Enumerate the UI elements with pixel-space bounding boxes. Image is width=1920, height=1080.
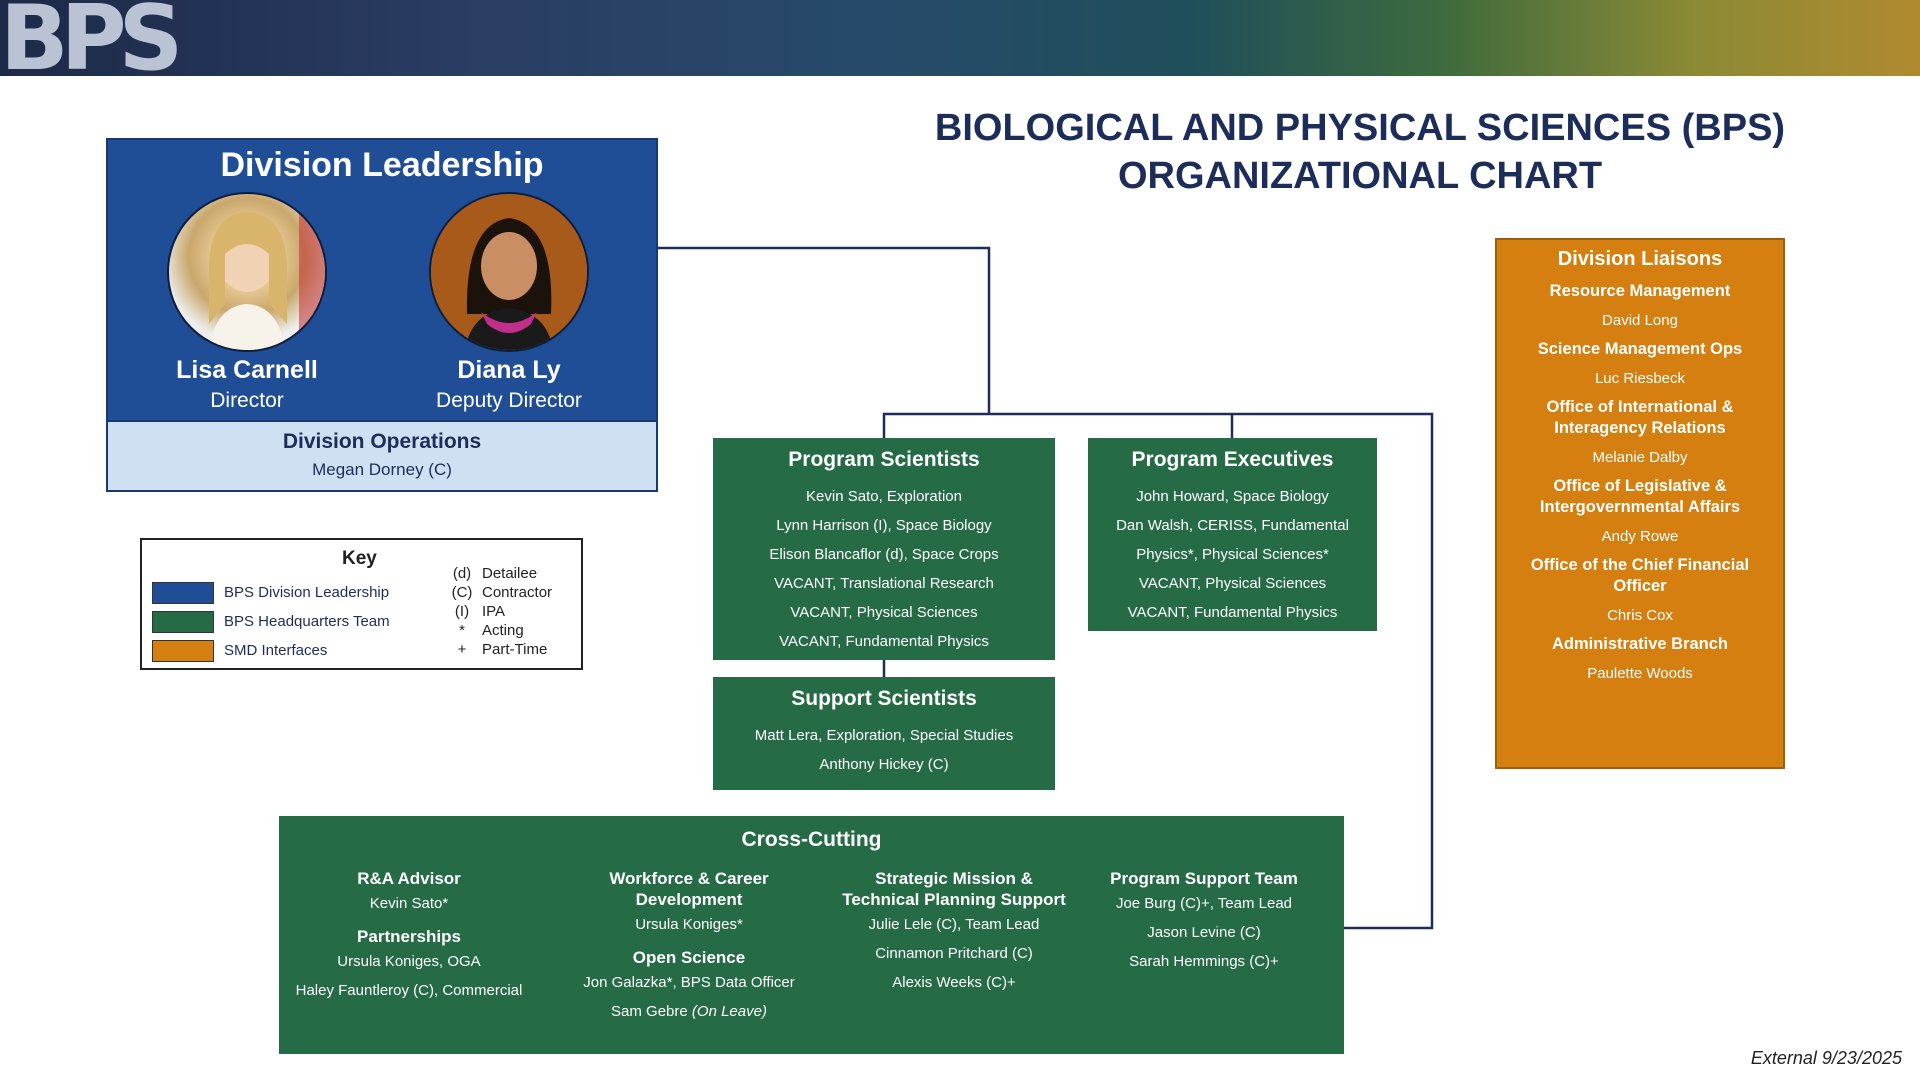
on-leave-name: Sam Gebre xyxy=(611,1003,692,1020)
abbr-ipa: (I) IPA xyxy=(454,603,506,620)
cross-col-1 xyxy=(289,868,529,1005)
ra-advisor-heading: R&A Advisor xyxy=(357,869,461,888)
bps-logo: BPS xyxy=(0,0,176,91)
abbr-acting: * Acting xyxy=(459,622,524,639)
liaison-heading: Administrative Branch xyxy=(1551,635,1729,653)
list-item: Elison Blancaflor (d), Space Crops xyxy=(769,546,999,563)
strategic-heading-line1: Strategic Mission & xyxy=(875,869,1033,888)
abbr-part-time: + Part-Time xyxy=(457,641,548,658)
cross-cutting-title: Cross-Cutting xyxy=(741,828,882,851)
program-executives-title: Program Executives xyxy=(1131,448,1334,471)
list-item: Dan Walsh, CERISS, Fundamental xyxy=(1116,517,1349,534)
open-science-heading: Open Science xyxy=(632,948,746,967)
cross-col-2 xyxy=(569,868,809,1026)
deputy-director-name: Diana Ly xyxy=(457,356,561,384)
key-title: Key xyxy=(342,548,377,569)
division-liaisons-title: Division Liaisons xyxy=(1557,248,1723,270)
list-item: VACANT, Physical Sciences xyxy=(1138,575,1327,592)
list-item: Julie Lele (C), Team Lead xyxy=(868,916,1040,933)
strategic-heading-line2: Technical Planning Support xyxy=(842,890,1066,909)
list-item: Sarah Hemmings (C)+ xyxy=(1129,953,1279,970)
key-swatch-orange xyxy=(152,640,214,662)
list-item: Kevin Sato, Exploration xyxy=(806,488,962,505)
connector-leader-to-team xyxy=(658,248,989,414)
list-item: VACANT, Physical Sciences xyxy=(790,604,978,621)
list-item: Kevin Sato* xyxy=(369,895,449,912)
legend-key xyxy=(140,538,583,670)
director-portrait-image xyxy=(169,194,325,350)
key-item-leadership xyxy=(152,582,389,604)
key-item-smd xyxy=(152,640,327,662)
liaison-name: David Long xyxy=(1602,312,1678,329)
key-label-leadership: BPS Division Leadership xyxy=(224,583,390,601)
list-item: Anthony Hickey (C) xyxy=(819,756,949,773)
support-scientists-title: Support Scientists xyxy=(791,687,977,710)
division-leadership-box xyxy=(106,138,658,422)
division-operations-title: Division Operations xyxy=(282,430,482,453)
program-executives-box xyxy=(1088,438,1377,631)
list-item: Haley Fauntleroy (C), Commercial xyxy=(295,982,523,999)
support-scientists-box xyxy=(713,677,1055,790)
cross-cutting-box xyxy=(279,816,1344,1054)
on-leave-note: (On Leave) xyxy=(691,1003,767,1020)
program-scientists-title: Program Scientists xyxy=(788,448,980,471)
list-item xyxy=(569,997,809,1026)
key-label-hq-team: BPS Headquarters Team xyxy=(224,612,390,630)
director-photo xyxy=(167,192,327,352)
program-scientists-box xyxy=(713,438,1055,660)
list-item: Jon Galazka*, BPS Data Officer xyxy=(583,974,795,991)
liaison-name: Paulette Woods xyxy=(1587,665,1693,682)
division-liaisons-box xyxy=(1495,238,1785,769)
program-executives-list xyxy=(1088,482,1377,627)
liaison-name: Melanie Dalby xyxy=(1592,449,1688,466)
key-swatch-green xyxy=(152,611,214,633)
division-operations-name: Megan Dorney (C) xyxy=(312,460,452,479)
liaison-name: Chris Cox xyxy=(1607,607,1673,624)
program-scientists-list xyxy=(713,482,1055,656)
list-item: Cinnamon Pritchard (C) xyxy=(875,945,1033,962)
division-leadership-title: Division Leadership xyxy=(220,146,544,184)
partnerships-heading: Partnerships xyxy=(357,927,461,946)
list-item: Joe Burg (C)+, Team Lead xyxy=(1115,895,1293,912)
liaison-heading: Office of the Chief Financial Officer xyxy=(1530,556,1750,595)
liaison-name: Andy Rowe xyxy=(1601,528,1679,545)
support-scientists-list xyxy=(713,721,1055,779)
key-swatch-blue xyxy=(152,582,214,604)
list-item: Lynn Harrison (I), Space Biology xyxy=(776,517,992,534)
list-item: Ursula Koniges, OGA xyxy=(337,953,481,970)
list-item: Matt Lera, Exploration, Special Studies xyxy=(754,727,1014,744)
deputy-director-portrait-image xyxy=(431,194,587,350)
liaison-heading: Resource Management xyxy=(1549,282,1731,300)
list-item: VACANT, Fundamental Physics xyxy=(779,633,989,650)
deputy-director-card xyxy=(394,192,624,413)
footer-date: External 9/23/2025 xyxy=(1750,1048,1902,1068)
liaison-heading: Science Management Ops xyxy=(1537,340,1743,358)
director-name: Lisa Carnell xyxy=(176,356,318,384)
list-item: Jason Levine (C) xyxy=(1147,924,1261,941)
program-support-heading: Program Support Team xyxy=(1110,869,1298,888)
liaison-heading: Office of International & Interagency Relations xyxy=(1546,398,1734,437)
director-role: Director xyxy=(210,389,284,412)
key-abbreviations xyxy=(442,564,552,659)
abbr-detailee: (d) Detailee xyxy=(452,565,538,582)
workforce-heading-line2: Development xyxy=(635,890,743,909)
list-item: Physics*, Physical Sciences* xyxy=(1136,546,1329,563)
list-item: Ursula Koniges* xyxy=(635,916,743,933)
workforce-heading-line1: Workforce & Career xyxy=(609,869,769,888)
liaison-name: Luc Riesbeck xyxy=(1594,370,1686,387)
director-card xyxy=(132,192,362,413)
abbr-contractor: (C) Contractor xyxy=(451,584,553,601)
key-item-hq-team xyxy=(152,611,390,633)
list-item: Alexis Weeks (C)+ xyxy=(892,974,1016,991)
deputy-director-role: Deputy Director xyxy=(436,389,582,412)
list-item: VACANT, Fundamental Physics xyxy=(1127,604,1338,621)
chart-title-line1: BIOLOGICAL AND PHYSICAL SCIENCES (BPS) xyxy=(934,107,1786,149)
cross-col-3 xyxy=(829,868,1079,997)
division-operations-box xyxy=(106,422,658,492)
list-item: John Howard, Space Biology xyxy=(1136,488,1329,505)
chart-title-line2: ORGANIZATIONAL CHART xyxy=(1117,155,1603,197)
list-item: VACANT, Translational Research xyxy=(774,575,994,592)
liaison-heading: Office of Legislative & Intergovernmental Affairs xyxy=(1539,477,1741,516)
cross-col-4 xyxy=(1089,868,1319,976)
key-label-smd: SMD Interfaces xyxy=(224,641,328,659)
deputy-director-photo xyxy=(429,192,589,352)
